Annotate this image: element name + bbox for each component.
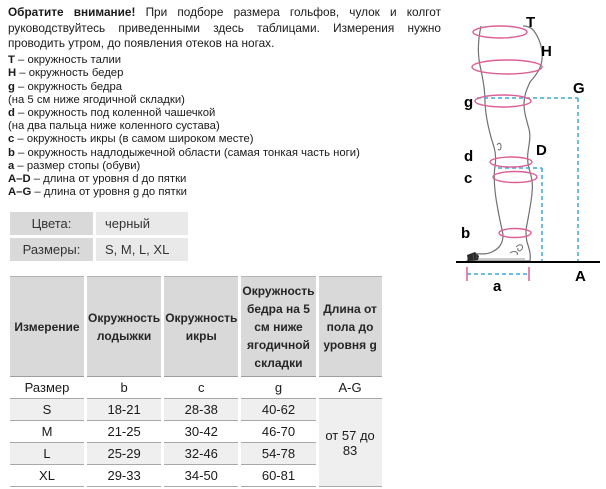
thigh-cell: 46-70 bbox=[241, 421, 315, 443]
measure-ag-cell: A-G bbox=[319, 377, 382, 399]
measure-ellipse-g bbox=[475, 95, 531, 107]
colors-row bbox=[10, 212, 188, 235]
length-merged-cell: от 57 до 83 bbox=[319, 399, 382, 487]
ankle-cell: 29-33 bbox=[87, 465, 161, 487]
size-table-header-row bbox=[10, 276, 382, 377]
notice-title: Обратите внимание! bbox=[8, 5, 136, 19]
definition-line-g: g – окружность бедра bbox=[8, 80, 123, 93]
measurement-definitions bbox=[8, 54, 441, 199]
size-table bbox=[7, 276, 385, 487]
measure-ellipse-c bbox=[493, 172, 537, 183]
label-d: d bbox=[464, 148, 474, 165]
leg-measurement-diagram bbox=[440, 0, 606, 300]
measure-g-cell: g bbox=[241, 377, 315, 399]
definition-line-AD: A–D – длина от уровня d до пятки bbox=[8, 172, 187, 185]
label-T: T bbox=[526, 14, 536, 31]
sizes-value-cell: S, M, L, XL bbox=[96, 238, 188, 261]
thigh-cell: 54-78 bbox=[241, 443, 315, 465]
sizes-row bbox=[10, 238, 188, 261]
size-cell: M bbox=[10, 421, 84, 443]
calf-cell: 28-38 bbox=[164, 399, 238, 421]
instructions-block bbox=[8, 5, 441, 199]
label-b: b bbox=[461, 225, 471, 242]
definition-line-d: d – окружность под коленной чашечкой bbox=[8, 106, 216, 119]
measure-ellipse-d bbox=[490, 157, 532, 167]
product-attributes bbox=[10, 212, 188, 264]
label-a: a bbox=[493, 278, 502, 295]
header-length: Длина от пола до уровня g bbox=[319, 276, 382, 377]
calf-cell: 32-46 bbox=[164, 443, 238, 465]
definition-line-c: c – окружность икры (в самом широком месте) bbox=[8, 133, 254, 146]
ankle-cell: 25-29 bbox=[87, 443, 161, 465]
size-cell: XL bbox=[10, 465, 84, 487]
header-measurement: Измерение bbox=[10, 276, 84, 377]
notice-text: При подборе размера гольфов, чулок и колгот руководствуйтесь приведенными здесь таблицами. Измерения нужно проводить утром, до появления отеков на ногах. bbox=[8, 5, 441, 51]
definition-line-T: T – окружность талии bbox=[8, 54, 122, 67]
knee-detail bbox=[497, 143, 501, 150]
measure-ellipse-waist bbox=[473, 26, 527, 38]
header-thigh: Окружность бедра на 5 см ниже ягодичной складки bbox=[241, 276, 315, 377]
size-cell: L bbox=[10, 443, 84, 465]
ankle-cell: 18-21 bbox=[87, 399, 161, 421]
calf-cell: 34-50 bbox=[164, 465, 238, 487]
label-g: g bbox=[464, 94, 474, 111]
thigh-cell: 40-62 bbox=[241, 399, 315, 421]
definition-line-AG: A–G – длина от уровня g до пятки bbox=[8, 186, 187, 199]
calf-cell: 30-42 bbox=[164, 421, 238, 443]
definition-line-g-note: (на 5 см ниже ягодичной складки) bbox=[8, 93, 185, 106]
label-D: D bbox=[536, 142, 547, 159]
label-H: H bbox=[541, 43, 552, 60]
measure-size-cell: Размер bbox=[10, 377, 84, 399]
header-ankle: Окружность лодыжки bbox=[87, 276, 161, 377]
sizes-label-cell: Размеры: bbox=[10, 238, 93, 261]
header-calf: Окружность икры bbox=[164, 276, 238, 377]
ankle-cell: 21-25 bbox=[87, 421, 161, 443]
definition-line-b: b – окружность надлодыжечной области (самая тонкая часть ноги) bbox=[8, 146, 360, 159]
thigh-cell: 60-81 bbox=[241, 465, 315, 487]
colors-value-cell: черный bbox=[96, 212, 188, 235]
measure-b-cell: b bbox=[87, 377, 161, 399]
ankle-detail bbox=[510, 245, 523, 255]
label-c: c bbox=[464, 170, 473, 187]
label-G: G bbox=[573, 80, 585, 97]
label-A: A bbox=[575, 268, 586, 285]
definition-line-H: H – окружность бедер bbox=[8, 67, 124, 80]
measure-letters-row bbox=[10, 377, 382, 399]
definition-line-d-note: (на два пальца ниже коленного сустава) bbox=[8, 120, 220, 133]
measure-ellipse-hip bbox=[472, 60, 542, 74]
definition-line-a: a – размер стопы (обуви) bbox=[8, 159, 141, 172]
table-row-s bbox=[10, 399, 382, 421]
colors-label-cell: Цвета: bbox=[10, 212, 93, 235]
measure-c-cell: c bbox=[164, 377, 238, 399]
size-cell: S bbox=[10, 399, 84, 421]
notice-paragraph bbox=[8, 5, 441, 52]
